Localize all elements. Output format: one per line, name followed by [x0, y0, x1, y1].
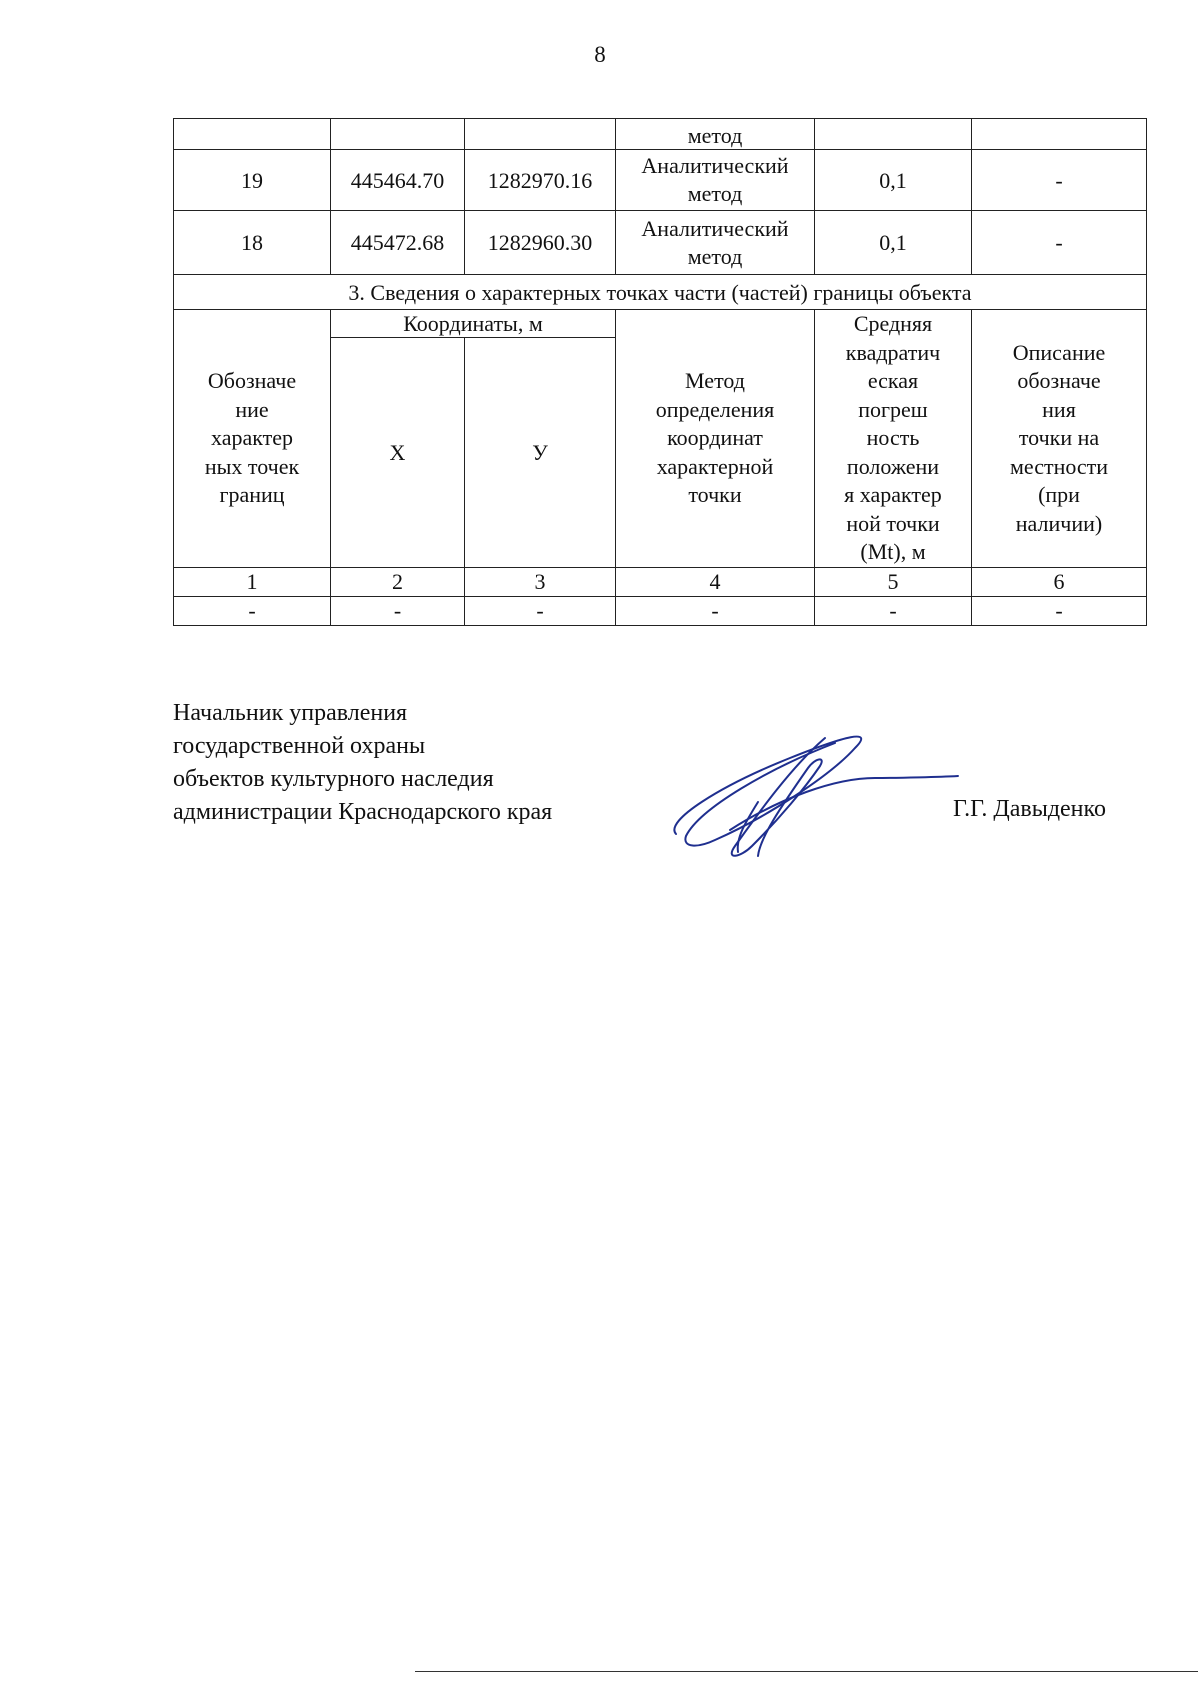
column-number: 2 — [331, 567, 465, 596]
header-description: Описание обозначе ния точки на местности (при наличии) — [972, 310, 1147, 568]
empty-data-row — [174, 596, 1147, 625]
section3-title: 3. Сведения о характерных точках части (частей) границы объекта — [174, 275, 1147, 310]
method-line: Аналитический — [641, 215, 789, 241]
description-cell: - — [972, 211, 1147, 275]
point-cell: 18 — [174, 211, 331, 275]
footer-divider — [415, 1671, 1198, 1672]
accuracy-cell: 0,1 — [815, 150, 972, 211]
signer-name: Г.Г. Давыденко — [953, 796, 1106, 822]
column-number: 5 — [815, 567, 972, 596]
column-number: 6 — [972, 567, 1147, 596]
method-line: Аналитический — [641, 153, 789, 178]
table-row-fragment — [174, 119, 1147, 150]
section3-header-row — [174, 310, 1147, 338]
method-line: метод — [687, 243, 743, 269]
table-row — [174, 211, 1147, 275]
point-cell: 19 — [174, 150, 331, 211]
handwritten-signature — [660, 728, 960, 863]
section3-title-row — [174, 275, 1147, 310]
description-cell: - — [972, 150, 1147, 211]
fragment-y-cell — [465, 119, 616, 150]
signer-position-line: администрации Краснодарского края — [173, 799, 553, 825]
empty-cell: - — [465, 596, 616, 625]
empty-cell: - — [815, 596, 972, 625]
table-row — [174, 150, 1147, 211]
boundary-points-table — [173, 118, 1147, 626]
column-numbers-row — [174, 567, 1147, 596]
signer-position-line: объектов культурного наследия — [173, 766, 494, 792]
fragment-description-cell — [972, 119, 1147, 150]
fragment-x-cell — [331, 119, 465, 150]
signer-position-line: Начальник управления — [173, 700, 408, 726]
header-method: Метод определения координат характерной точки — [616, 310, 815, 568]
y-cell: 1282960.30 — [465, 211, 616, 275]
header-coordinates: Координаты, м — [331, 310, 616, 338]
signer-position — [173, 697, 552, 829]
empty-cell: - — [972, 596, 1147, 625]
header-accuracy: Средняя квадратич еская погреш ность положени я характер ной точки (Mt), м — [815, 310, 972, 568]
empty-cell: - — [331, 596, 465, 625]
fragment-method-cell: метод — [616, 119, 815, 150]
column-number: 3 — [465, 567, 616, 596]
empty-cell: - — [616, 596, 815, 625]
fragment-point-cell — [174, 119, 331, 150]
method-line: метод — [687, 181, 743, 206]
signer-position-line: государственной охраны — [173, 733, 426, 759]
method-cell — [616, 150, 815, 211]
y-cell: 1282970.16 — [465, 150, 616, 211]
accuracy-cell: 0,1 — [815, 211, 972, 275]
header-x: Х — [331, 338, 465, 568]
page-number: 8 — [594, 42, 606, 67]
x-cell: 445464.70 — [331, 150, 465, 211]
x-cell: 445472.68 — [331, 211, 465, 275]
header-y: У — [465, 338, 616, 568]
empty-cell: - — [174, 596, 331, 625]
header-point: Обозначе ние характер ных точек границ — [174, 310, 331, 568]
fragment-accuracy-cell — [815, 119, 972, 150]
column-number: 1 — [174, 567, 331, 596]
method-cell — [616, 211, 815, 275]
column-number: 4 — [616, 567, 815, 596]
